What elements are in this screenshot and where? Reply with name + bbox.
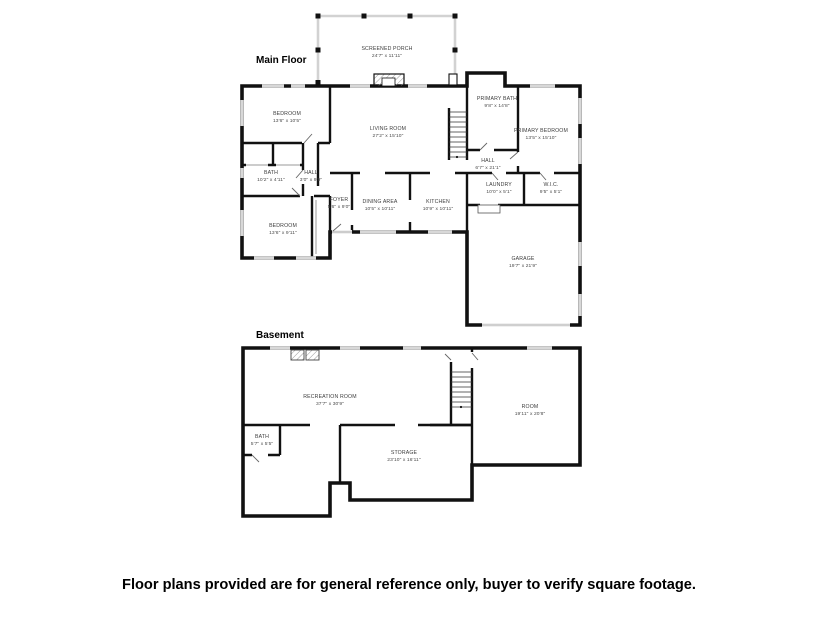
room-dims-dining-area: 10'5" x 10'11": [364, 207, 396, 212]
room-label-bedroom-1: BEDROOM: [273, 111, 301, 117]
room-label-foyer: FOYER: [329, 197, 349, 203]
room-dims-kitchen: 10'9" x 10'11": [422, 207, 454, 212]
basement-exterior-walls: [243, 348, 580, 516]
room-dims-hall-1: 3'0" x 9'9": [299, 178, 323, 183]
room-dims-hall-2: 6'7" x 21'1": [475, 166, 501, 171]
main-floor-title: Main Floor: [256, 55, 307, 66]
room-label-laundry: LAUNDRY: [486, 182, 512, 188]
main-stairs: [449, 112, 467, 158]
room-dims-bedroom-1: 13'6" x 10'5": [272, 119, 302, 124]
basement-interior-walls: [243, 348, 472, 483]
room-dims-basement-room: 19'11" x 20'8": [514, 412, 546, 417]
basement-plan: [243, 348, 580, 516]
room-dims-bedroom-2: 13'6" x 9'11": [269, 231, 297, 236]
room-dims-garage: 19'7" x 21'9": [508, 264, 538, 269]
room-label-hall-1: HALL: [304, 170, 318, 176]
room-label-hall-2: HALL: [481, 158, 495, 164]
basement-door-ticks: [252, 353, 478, 462]
room-dims-living-room: 27'2" x 15'10": [372, 134, 404, 139]
room-dims-primary-bath: 9'8" x 14'8": [484, 104, 510, 109]
room-dims-basement-bath: 5'7" x 5'5": [250, 442, 274, 447]
furnace-icon: [291, 350, 319, 360]
room-dims-foyer: 5'6" x 9'0": [327, 205, 351, 210]
basement-stairs: [451, 372, 472, 408]
room-label-recreation-room: RECREATION ROOM: [303, 394, 357, 400]
room-label-primary-bedroom: PRIMARY BEDROOM: [514, 128, 568, 134]
room-label-storage: STORAGE: [390, 450, 418, 456]
room-dims-bath: 10'2" x 4'11": [257, 178, 285, 183]
room-label-bedroom-2: BEDROOM: [269, 223, 297, 229]
room-label-living-room: LIVING ROOM: [369, 126, 407, 132]
room-label-kitchen: KITCHEN: [426, 199, 450, 205]
room-label-garage: GARAGE: [511, 256, 535, 262]
room-label-wic: W.I.C.: [543, 182, 559, 188]
room-dims-screened-porch: 24'7" x 11'11": [371, 54, 403, 59]
basement-title: Basement: [256, 330, 304, 341]
room-label-screened-porch: SCREENED PORCH: [361, 46, 413, 52]
garage-step: [478, 205, 500, 213]
room-dims-storage: 23'10" x 16'11": [387, 458, 421, 463]
room-label-basement-bath: BATH: [254, 434, 270, 440]
room-label-bath: BATH: [263, 170, 279, 176]
room-dims-wic: 9'5" x 5'1": [539, 190, 563, 195]
room-label-dining-area: DINING AREA: [362, 199, 398, 205]
room-label-basement-room: ROOM: [521, 404, 539, 410]
main-floor-openings: [332, 232, 570, 325]
room-dims-laundry: 10'0" x 5'1": [486, 190, 512, 195]
room-label-primary-bath: PRIMARY BATH: [476, 96, 518, 102]
room-dims-primary-bedroom: 13'5" x 15'10": [525, 136, 557, 141]
disclaimer-caption: Floor plans provided are for general reference only, buyer to verify square footage.: [122, 577, 696, 593]
basement-room-labels: [251, 394, 546, 463]
room-dims-recreation-room: 37'7" x 30'9": [315, 402, 345, 407]
